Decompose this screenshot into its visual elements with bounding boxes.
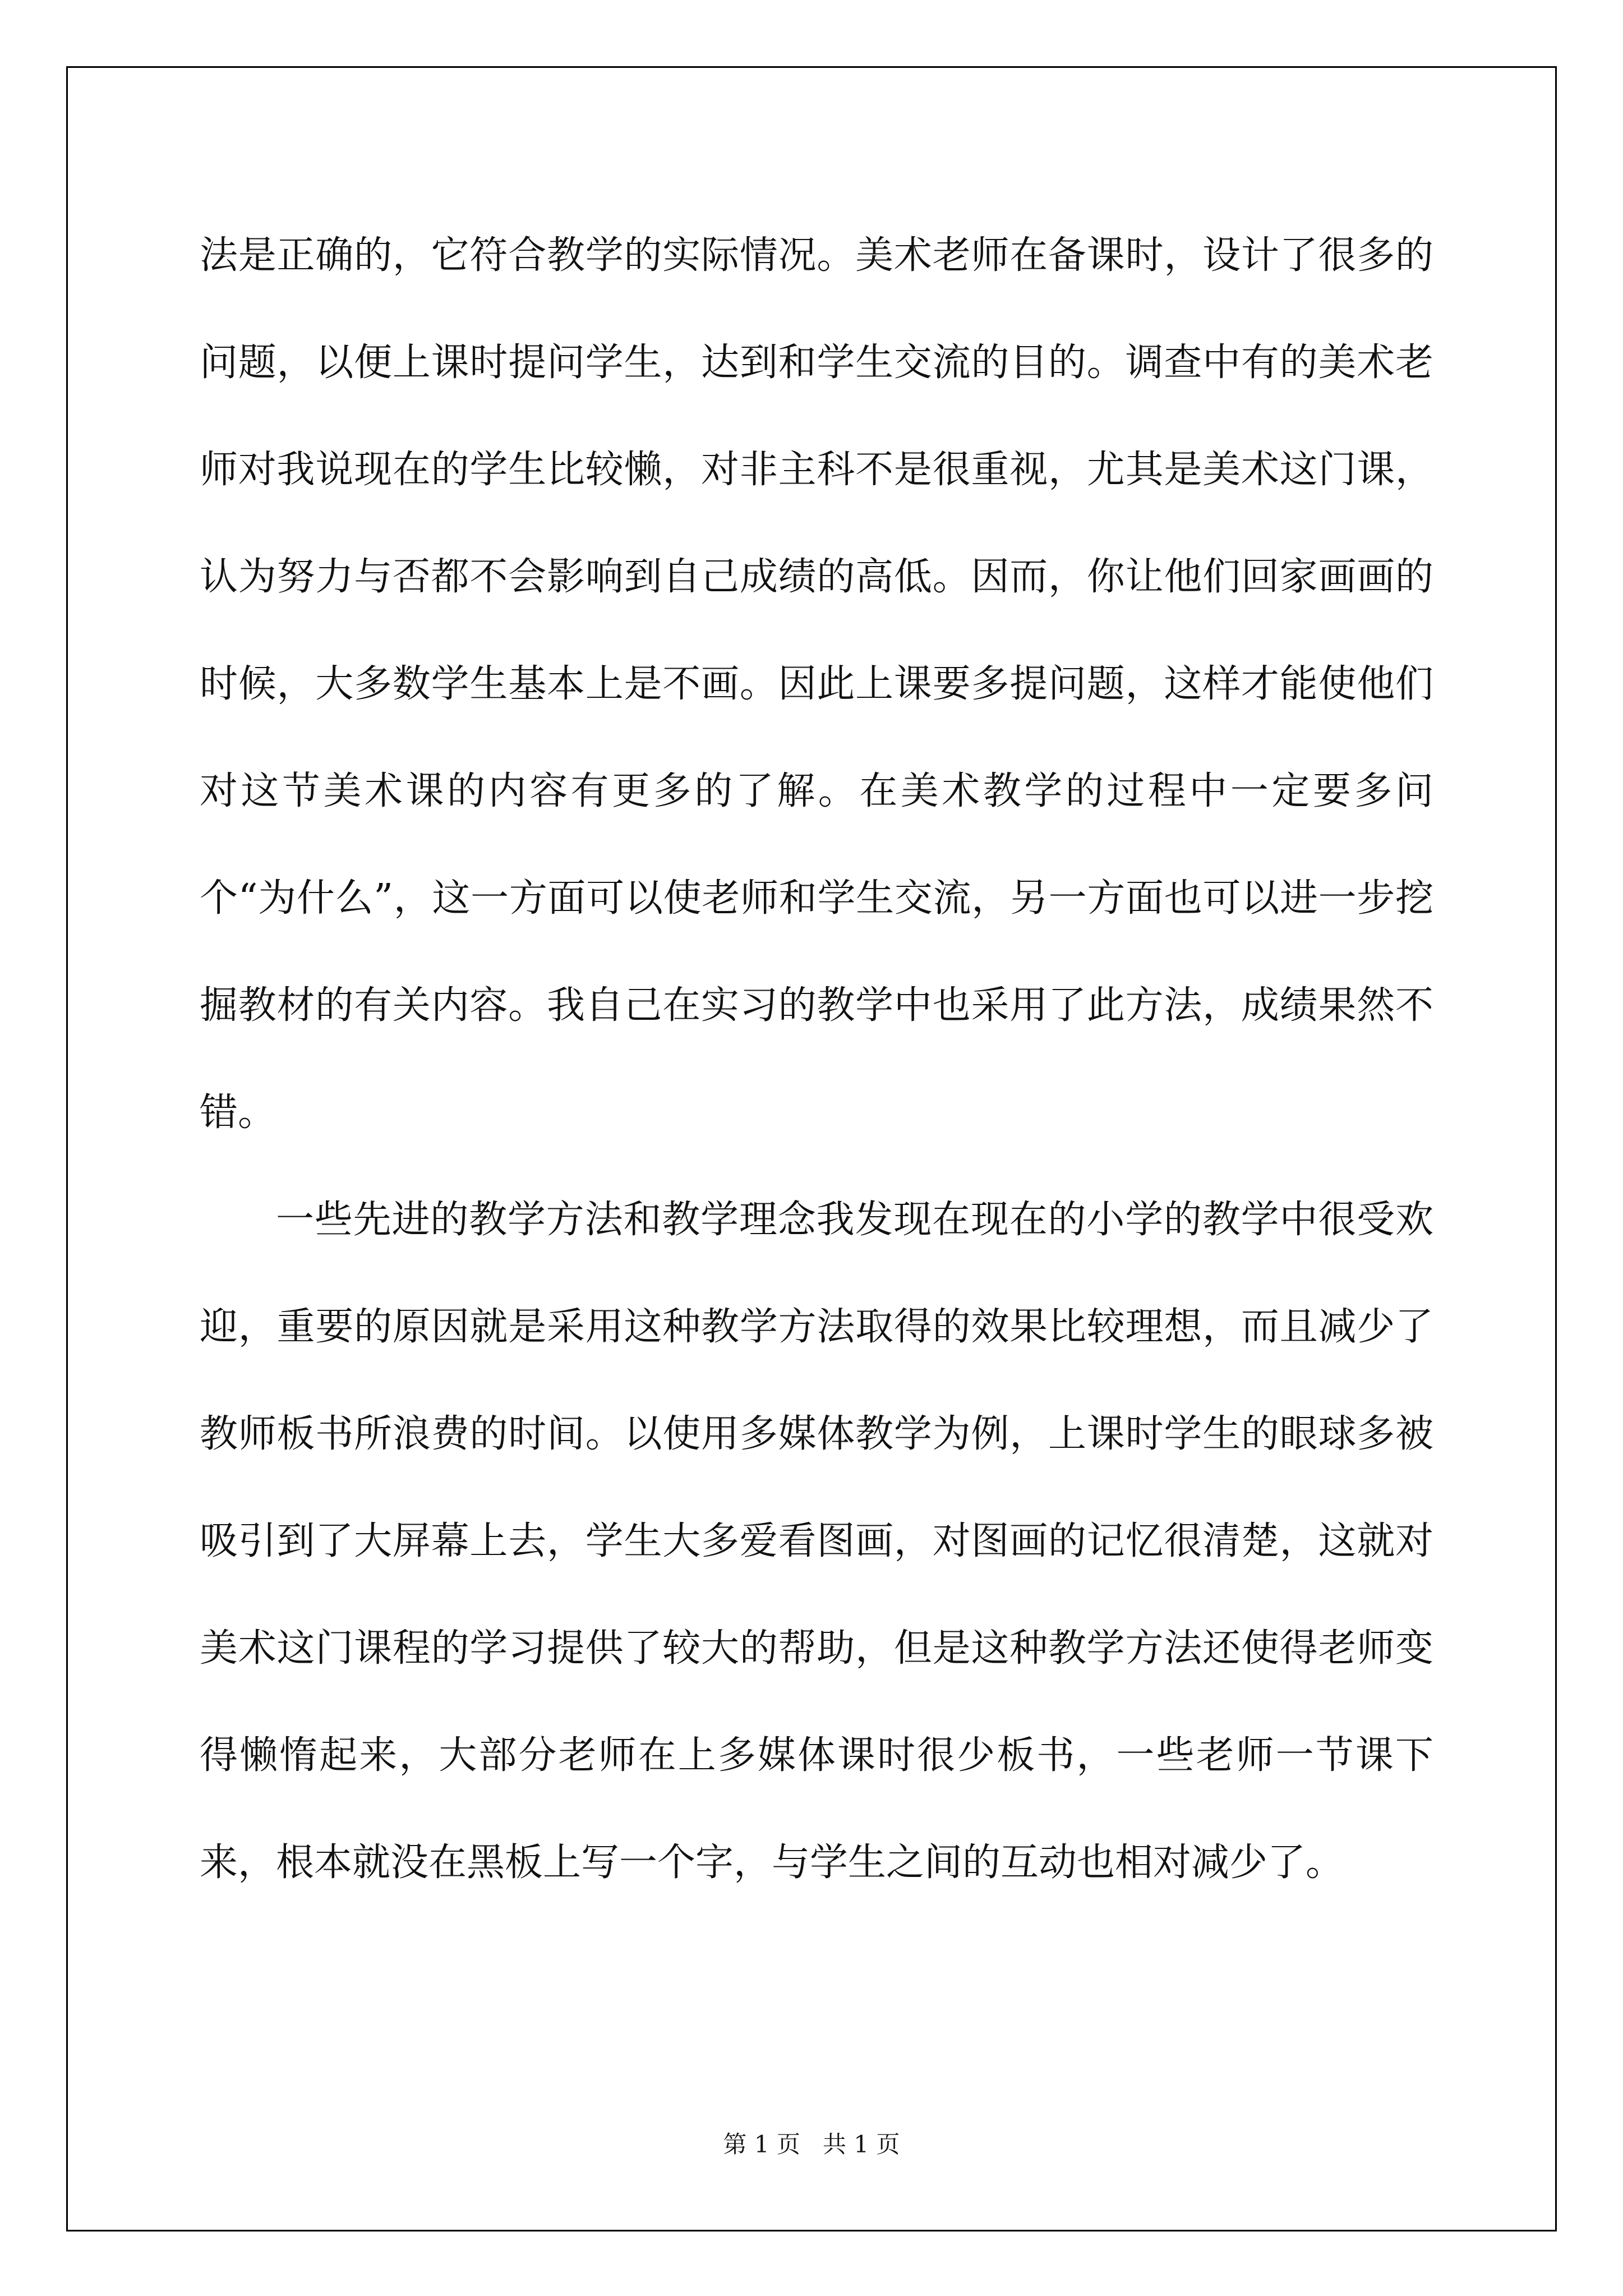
page-footer: 第 1 页 共 1 页 [723,2131,900,2158]
paragraph-2: 一些先进的教学方法和教学理念我发现在现在的小学的教学中很受欢迎，重要的原因就是采用这种教学方法取得的效果比较理想，而且减少了教师板书所浪费的时间。以使用多媒体教学为例，上课时学生的眼球多被吸引到了大屏幕上去，学生大多爱看图画，对图画的记忆很清楚，这就对美术这门课程的学习提供了较大的帮助，但是这种教学方法还使得老师变得懒惰起来，大部分老师在上多媒体课时很少板书，一些老师一节课下来，根本就没在黑板上写一个字，与学生之间的互动也相对减少了。 [200,1198,1433,1885]
paragraph-1: 法是正确的，它符合教学的实际情况。美术老师在备课时，设计了很多的问题，以便上课时提问学生，达到和学生交流的目的。调查中有的美术老师对我说现在的学生比较懒，对非主科不是很重视，尤其是美术这门课，认为努力与否都不会影响到自己成绩的高低。因而，你让他们回家画画的时候，大多数学生基本上是不画。因此上课要多提问题，这样才能使他们对这节美术课的内容有更多的了解。在美术教学的过程中一定要多问个“为什么”，这一方面可以使老师和学生交流，另一方面也可以进一步挖掘教材的有关内容。我自己在实习的教学中也采用了此方法，成绩果然不错。 [200,233,1433,1135]
document-body [200,202,1433,1916]
